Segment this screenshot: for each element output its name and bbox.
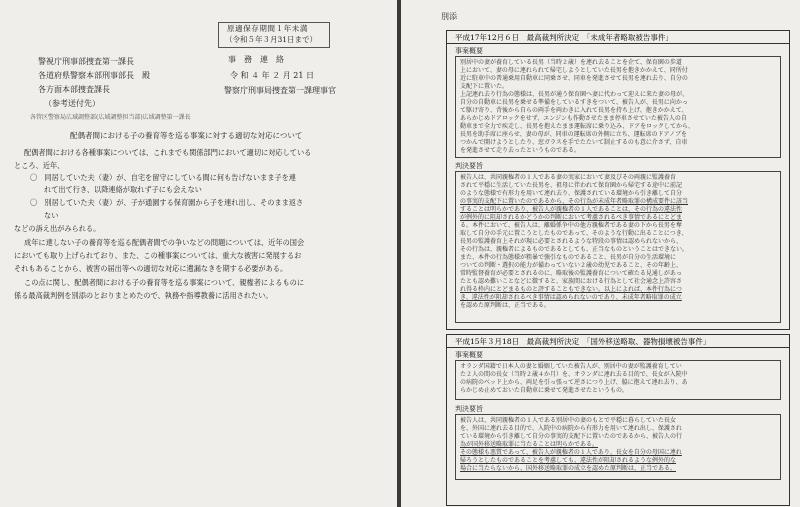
addressee-1: 警視庁刑事部捜査第一課長 xyxy=(38,57,134,66)
facts-section xyxy=(455,360,781,400)
holding-line: が例外的に阻却されるかどうかの判断において考慮されるべき事情であるにとどま xyxy=(460,214,683,221)
facts-line: 近に駐車中の普通乗用自動車に同乗させ、同車を発進させて長男を連れ去り、自分の xyxy=(460,75,688,82)
issuer-date: 令 和 ４ 年 ２ 月 21 日 xyxy=(230,71,314,80)
facts-line: を発進させて走り去ったというものである。 xyxy=(460,147,581,154)
holding-line: き、違法性が阻却されるべき事情は認められないのであり、未成年者略取罪の成立 xyxy=(460,294,682,301)
holding-line: また、本件の行為態様が粗暴で強引なものであること、長男が自分の生活環境に xyxy=(460,254,677,261)
body-line: 〇 別居していた夫（妻）が、子が通園する保育園から子を連れ出し、そのまま返さ xyxy=(30,198,304,207)
body-line: 配偶者間における各種事案については、これまでも関係部門において適切に対応している xyxy=(24,148,312,157)
holding-line: の事実的支配下に置いたのであるから、その行為が未成年者略取罪の構成要件に該当 xyxy=(460,198,689,205)
body-line: 〇 同居していた夫（妻）が、自宅を留守にしている間に何も告げないまま子を連 xyxy=(30,173,296,182)
body-line: この点に関し、配偶者間における子の養育等を巡る事案について、親権者によるものに xyxy=(24,278,305,287)
subject: 配偶者間における子の養育等を巡る事案に対する適切な対応について xyxy=(70,131,303,140)
holding-line: されて平穏に生活していた長男を、祖母に伴われて保育園から帰宅する途中に前記 xyxy=(460,182,683,189)
facts-heading: 事案概要 xyxy=(455,47,483,55)
issuer-type: 事 務 連 絡 xyxy=(228,55,284,64)
holding-section xyxy=(455,171,781,323)
addressee-3: 各方面本部捜査課長 xyxy=(38,85,110,94)
body-line: ない xyxy=(44,211,59,220)
addressee-4: （参考送付先） xyxy=(44,99,100,108)
facts-line: 上において、妻の母に連れられて帰宅しようとしていた長男を抱きかかえて、同所付 xyxy=(460,67,688,74)
retention-line-2: （令和５年３月31日まで） xyxy=(225,35,318,44)
left-page xyxy=(0,0,397,507)
body-line: 成年に達しない子の養育等を巡る配偶者間での争いなどの問題については、近年の国会 xyxy=(24,238,305,247)
holding-line: れ得る枠内にとどまるものと評することもできない。以上によれば、本件行為につ xyxy=(460,286,682,293)
holding-line: たとも認め難いことなどに徴すると、家族間における行為として社会通念上許容さ xyxy=(460,278,683,285)
facts-line: 支配下に置いた。 xyxy=(460,83,509,90)
right-page xyxy=(401,0,800,507)
holding-line: 被告人は、共同親権者の１人である妻の実家において妻及びその両親に監護養育 xyxy=(460,174,677,181)
facts-line: て駆け寄り、背後から自らの両手を両わきに入れて長男を持ち上げ、抱きかかえて、 xyxy=(460,107,688,114)
case-title: 平成15年３月18日 最高裁判所決定 「国外移送略取、器物損壊被告事件」 xyxy=(447,335,789,348)
facts-heading: 事案概要 xyxy=(455,351,483,359)
holding-heading: 判決要旨 xyxy=(455,405,483,413)
facts-line: 自分の自動車に長男を乗せる準備をしているすきをついて、被告人が、長男に向かっ xyxy=(460,99,688,106)
facts-line: の病院のベッド上から、両足を引っ張って逆さにつり上げ、脇に抱えて連れ去り、あ xyxy=(460,379,688,386)
facts-line: 動車まで全力で疾走し、長男を抱えたまま運転席に乗り込み、ドアをロックしてから、 xyxy=(460,123,695,130)
holding-line: 被告人は、共同親権者の１人である別居中の妻のもとで平穏に暮らしていた長女 xyxy=(460,417,677,424)
addressee-2: 各道府県警察本部刑事部長 殿 xyxy=(38,71,150,80)
holding-line: 長男の監護養育上それが現に必要とされるような特段の事情は認められないから、 xyxy=(460,238,683,245)
facts-line: 別居中の妻が養育している長男（当時２歳）を連れ去ることを企て、保育園の歩道 xyxy=(460,59,682,66)
body-line: 係る最高裁判例を別添のとおりまとめたので、執務や指導教養に活用されたい。 xyxy=(14,291,273,300)
facts-line: オランダ国籍で日本人の妻と婚姻していた被告人が、別居中の妻が監護養育してい xyxy=(460,363,682,370)
holding-line: を認めた原判断は、正当である。 xyxy=(460,302,551,309)
holding-line: 取して自分の手元に置こうとしたものであって、そのような行動に出ることにつき、 xyxy=(460,230,688,237)
facts-section xyxy=(455,56,781,158)
holding-line: ついての判断・選択の能力が備わっていない２歳の幼児であること、その年齢上、 xyxy=(460,262,682,269)
facts-line: た２人の間の長女（当時２歳４か月）を、オランダに連れ去る目的で、長女が入院中 xyxy=(460,371,688,378)
holding-line: る。本件において、被告人は、離婚係争中の他方親権者である妻の下から長男を奪 xyxy=(460,222,682,229)
holding-line: その行為は、親権者によるものであるとしても、正当なものということはできない。 xyxy=(460,246,689,253)
case-box xyxy=(446,334,790,506)
body-line: においても取り上げられており、また、この種事案については、重大な被害に発展するお xyxy=(14,251,302,260)
body-line: などの訴え出がみられる。 xyxy=(14,224,101,233)
holding-line: 常時監督養育が必要とされるのに、略取後の監護養育について確たる見通しがあっ xyxy=(460,270,682,277)
body-line: ところ、近年、 xyxy=(14,161,65,170)
case-box xyxy=(446,30,790,330)
cc-line: 各管区警察局広域調整部(広域調整担当部)広域調整第一課長 xyxy=(30,114,191,121)
holding-line: 場合に当たらないから、国外移送略取罪の成立を認めた原判断は、正当である。 xyxy=(460,465,677,472)
holding-line: その態様も悪質であって、被告人が親権者の１人であり、長女を自分の母国に連れ xyxy=(460,449,682,456)
holding-line: することは明らかであり、被告人が親権者の１人であることは、その行為の違法性 xyxy=(460,206,683,213)
issuer-from: 警察庁刑事局捜査第一課理事官 xyxy=(224,86,336,95)
holding-line: 帰ろうとしたものであることを考慮しても、違法性が阻却されるような例外的な xyxy=(460,457,677,464)
facts-line: あらかじめドアロックをせず、エンジンも作動させたまま停車させていた被告人の自 xyxy=(460,115,687,122)
holding-line: 為が国外移送略取罪に当たることは明らかである。 xyxy=(460,441,599,448)
facts-line: 長男を助手席に座らせ、妻の母が、同車の運転席の外側に立ち、運転席のドアノブを xyxy=(460,131,687,138)
facts-line: 上記連れ去り行為の態様は、長男が通う保育園へ妻に代わって迎えに来た妻の母が、 xyxy=(460,91,688,98)
retention-line-1: 原適保存期間１年未満 xyxy=(227,24,308,33)
holding-line: を、外国に連れ去る目的で、入院中の病院から有形力を用いて連れ出し、保護され xyxy=(460,425,682,432)
holding-line: ている環境から引き離して自分の事実的支配下に置いたのであるから、被告人の行 xyxy=(460,433,683,440)
body-line: れて出て行き、以降連絡が取れず子にも会えない xyxy=(44,185,202,194)
holding-heading: 判決要旨 xyxy=(455,162,483,170)
body-line: それもあることから、被害の届出等への適切な対応に遺漏なきを期する必要がある。 xyxy=(14,264,288,273)
retention-stamp xyxy=(218,22,330,48)
facts-line: らかじめ止めておいた自動車に乗せて発進させたというもの。 xyxy=(460,387,628,394)
facts-line: つかんで開けようとしたり、窓ガラスを手でたたいて制止するのも意に介さず、自車 xyxy=(460,139,688,146)
holding-line: のような態様で有形力を用いて連れ去り、保護されている環境から引き離して自分 xyxy=(460,190,683,197)
holding-section xyxy=(455,414,781,480)
annex-label: 別添 xyxy=(441,12,457,21)
case-title: 平成17年12月６日 最高裁判所決定 「未成年者略取被告事件」 xyxy=(447,31,789,44)
